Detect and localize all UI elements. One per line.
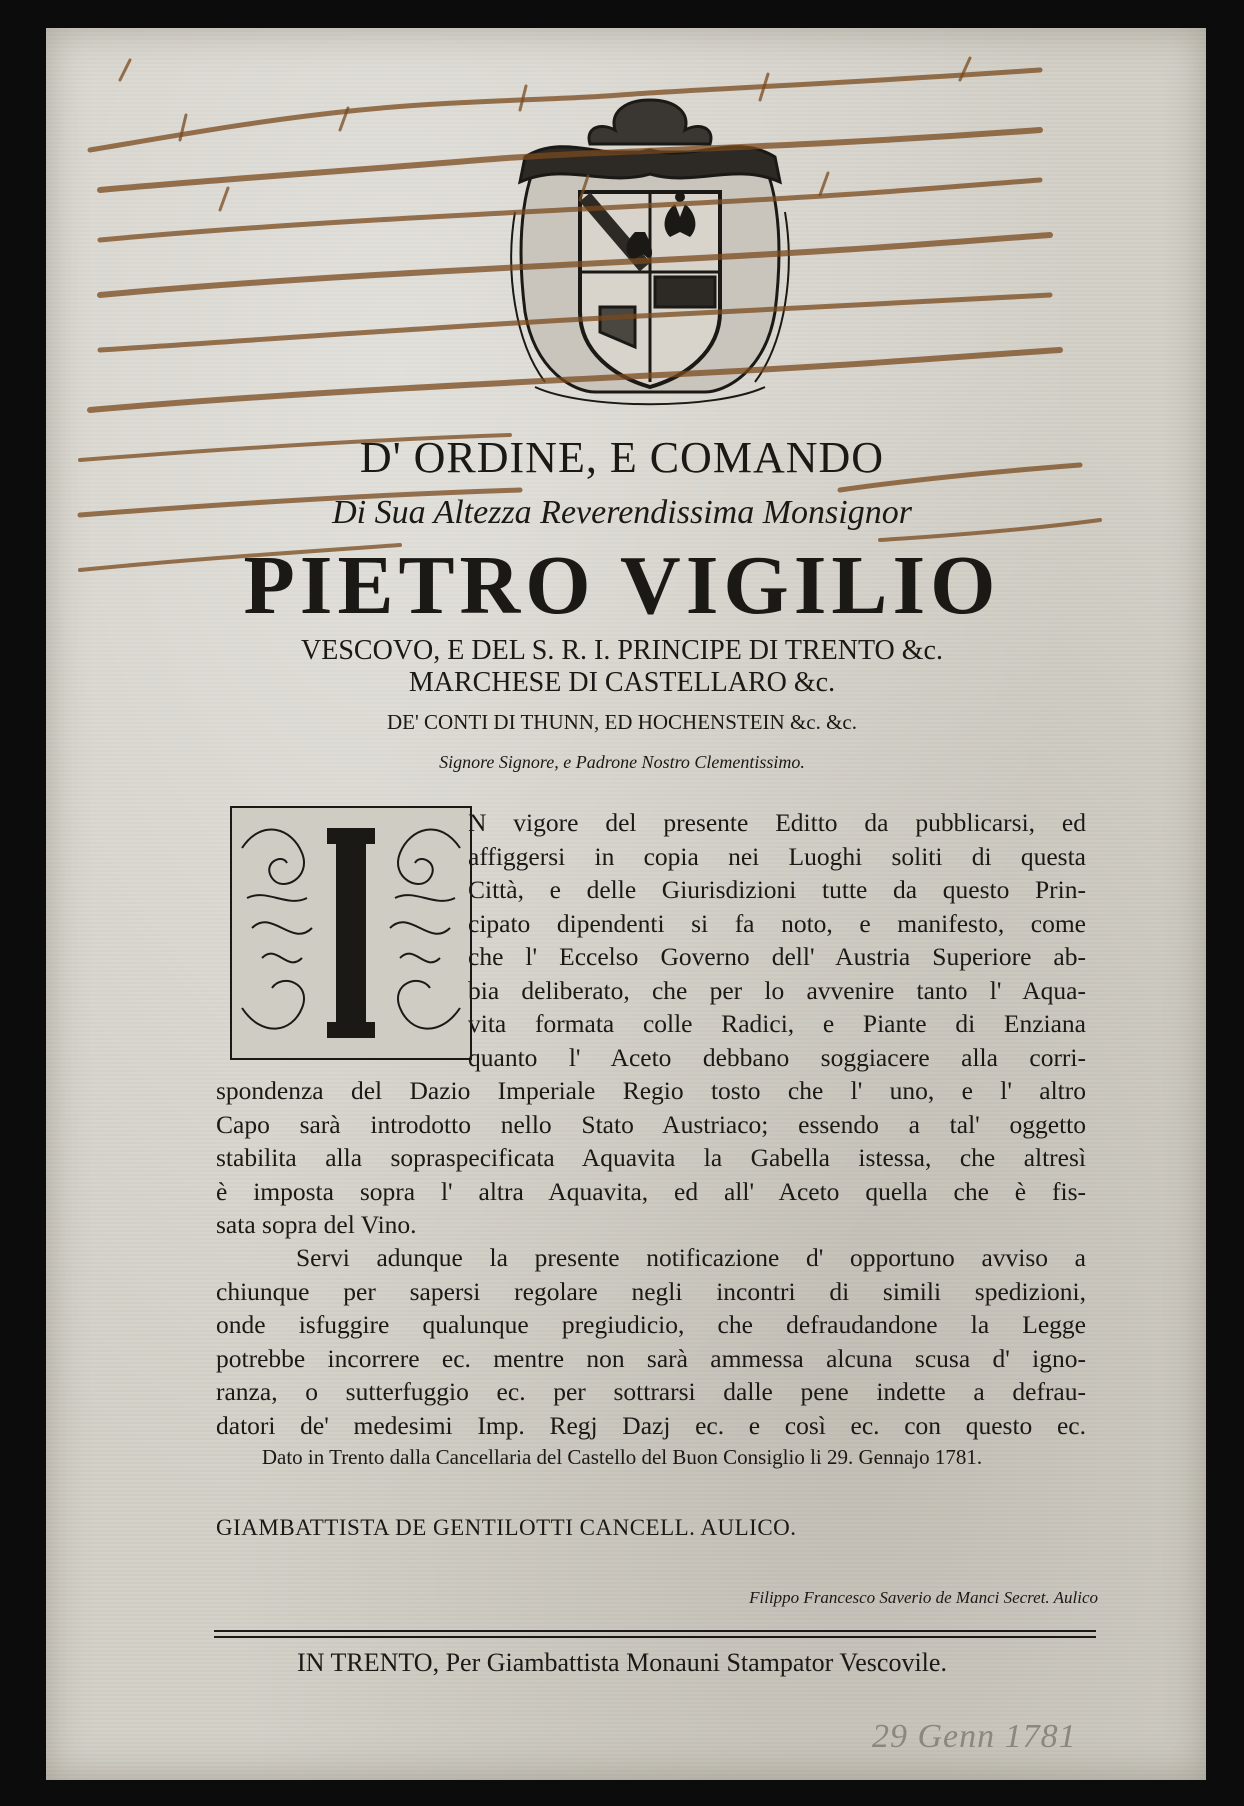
heading-name: PIETRO VIGILIO (243, 539, 1001, 632)
body-line: N vigore del presente Editto da pubblicarsi, ed (468, 808, 1086, 837)
body-line: chiunque per sapersi regolare negli incontri di simili spedizioni, (216, 1276, 1086, 1306)
heading-title-marchese: MARCHESE DI CASTELLARO &c. (408, 667, 836, 698)
heading-title-conti: DE' CONTI DI THUNN, ED HOCHENSTEIN &c. &c. (387, 710, 857, 734)
body-line: datori de' medesimi Imp. Regj Dazj ec. e così ec. con questo ec. (216, 1410, 1086, 1440)
body-line: potrebbe incorrere ec. mentre non sarà ammessa alcuna scusa d' igno- (216, 1343, 1086, 1373)
body-line: Capo sarà introdotto nello Stato Austriaco; essendo a tal' oggetto (216, 1109, 1086, 1139)
body-line: quanto l' Aceto debbano soggiacere alla corri- (468, 1042, 1086, 1072)
secretary-signature: Filippo Francesco Saverio de Manci Secret. Aulico (749, 1588, 1098, 1607)
body-line: spondenza del Dazio Imperiale Regio tosto che l' uno, e l' altro (216, 1076, 1086, 1105)
body-line: vita formata colle Radici, e Piante di Enziana (468, 1009, 1086, 1038)
printer-imprint: IN TRENTO, Per Giambattista Monauni Stampator Vescovile. (297, 1648, 947, 1677)
body-line: che l' Eccelso Governo dell' Austria Superiore ab- (468, 942, 1086, 971)
coat-of-arms (505, 92, 795, 412)
body-paragraph-2 (216, 1241, 1086, 1442)
date-line: Dato in Trento dalla Cancellaria del Castello del Buon Consiglio li 29. Gennajo 1781. (261, 1445, 983, 1469)
decorated-initial-letter (230, 806, 472, 1060)
body-line: bia deliberato, che per lo avvenire tanto l' Aqua- (468, 975, 1086, 1005)
body-line: Servi adunque la presente notificazione d' opportuno avviso a (296, 1243, 1086, 1272)
body-paragraph-1-last (216, 1208, 1086, 1242)
body-line: cipato dipendenti si fa noto, e manifesto, come (468, 908, 1086, 938)
body-line: ranza, o sutterfuggio ec. per sottrarsi dalle pene indette a defrau- (216, 1377, 1086, 1406)
body-line: affiggersi in copia nei Luoghi soliti di questa (468, 841, 1086, 871)
body-line: sata sopra del Vino. (216, 1210, 417, 1239)
body-paragraph-1-wrapped (468, 806, 1086, 1074)
heading-order: D' ORDINE, E COMANDO (359, 433, 885, 482)
chancellor-signature: GIAMBATTISTA DE GENTILOTTI CANCELL. AULICO. (216, 1515, 797, 1540)
heading-title-vescovo: VESCOVO, E DEL S. R. I. PRINCIPE DI TRENTO &c. (301, 635, 943, 666)
body-paragraph-1-full (216, 1074, 1086, 1208)
body-line: onde isfuggire qualunque pregiudicio, che defraudandone la Legge (216, 1310, 1086, 1339)
body-line: è imposta sopra l' altra Aquavita, ed all' Aceto quella che è fis- (216, 1176, 1086, 1206)
body-line: stabilita alla sopraspecificata Aquavita la Gabella istessa, che altresì (216, 1143, 1086, 1172)
pencil-date-note: 29 Genn 1781 (872, 1718, 1077, 1755)
heading-salutation: Signore Signore, e Padrone Nostro Clementissimo. (439, 752, 805, 772)
body-line: Città, e delle Giurisdizioni tutte da questo Prin- (468, 875, 1086, 904)
heading-altezza: Di Sua Altezza Reverendissima Monsignor (332, 494, 912, 531)
divider-top-second (214, 1636, 1096, 1638)
divider-top (214, 1630, 1096, 1632)
